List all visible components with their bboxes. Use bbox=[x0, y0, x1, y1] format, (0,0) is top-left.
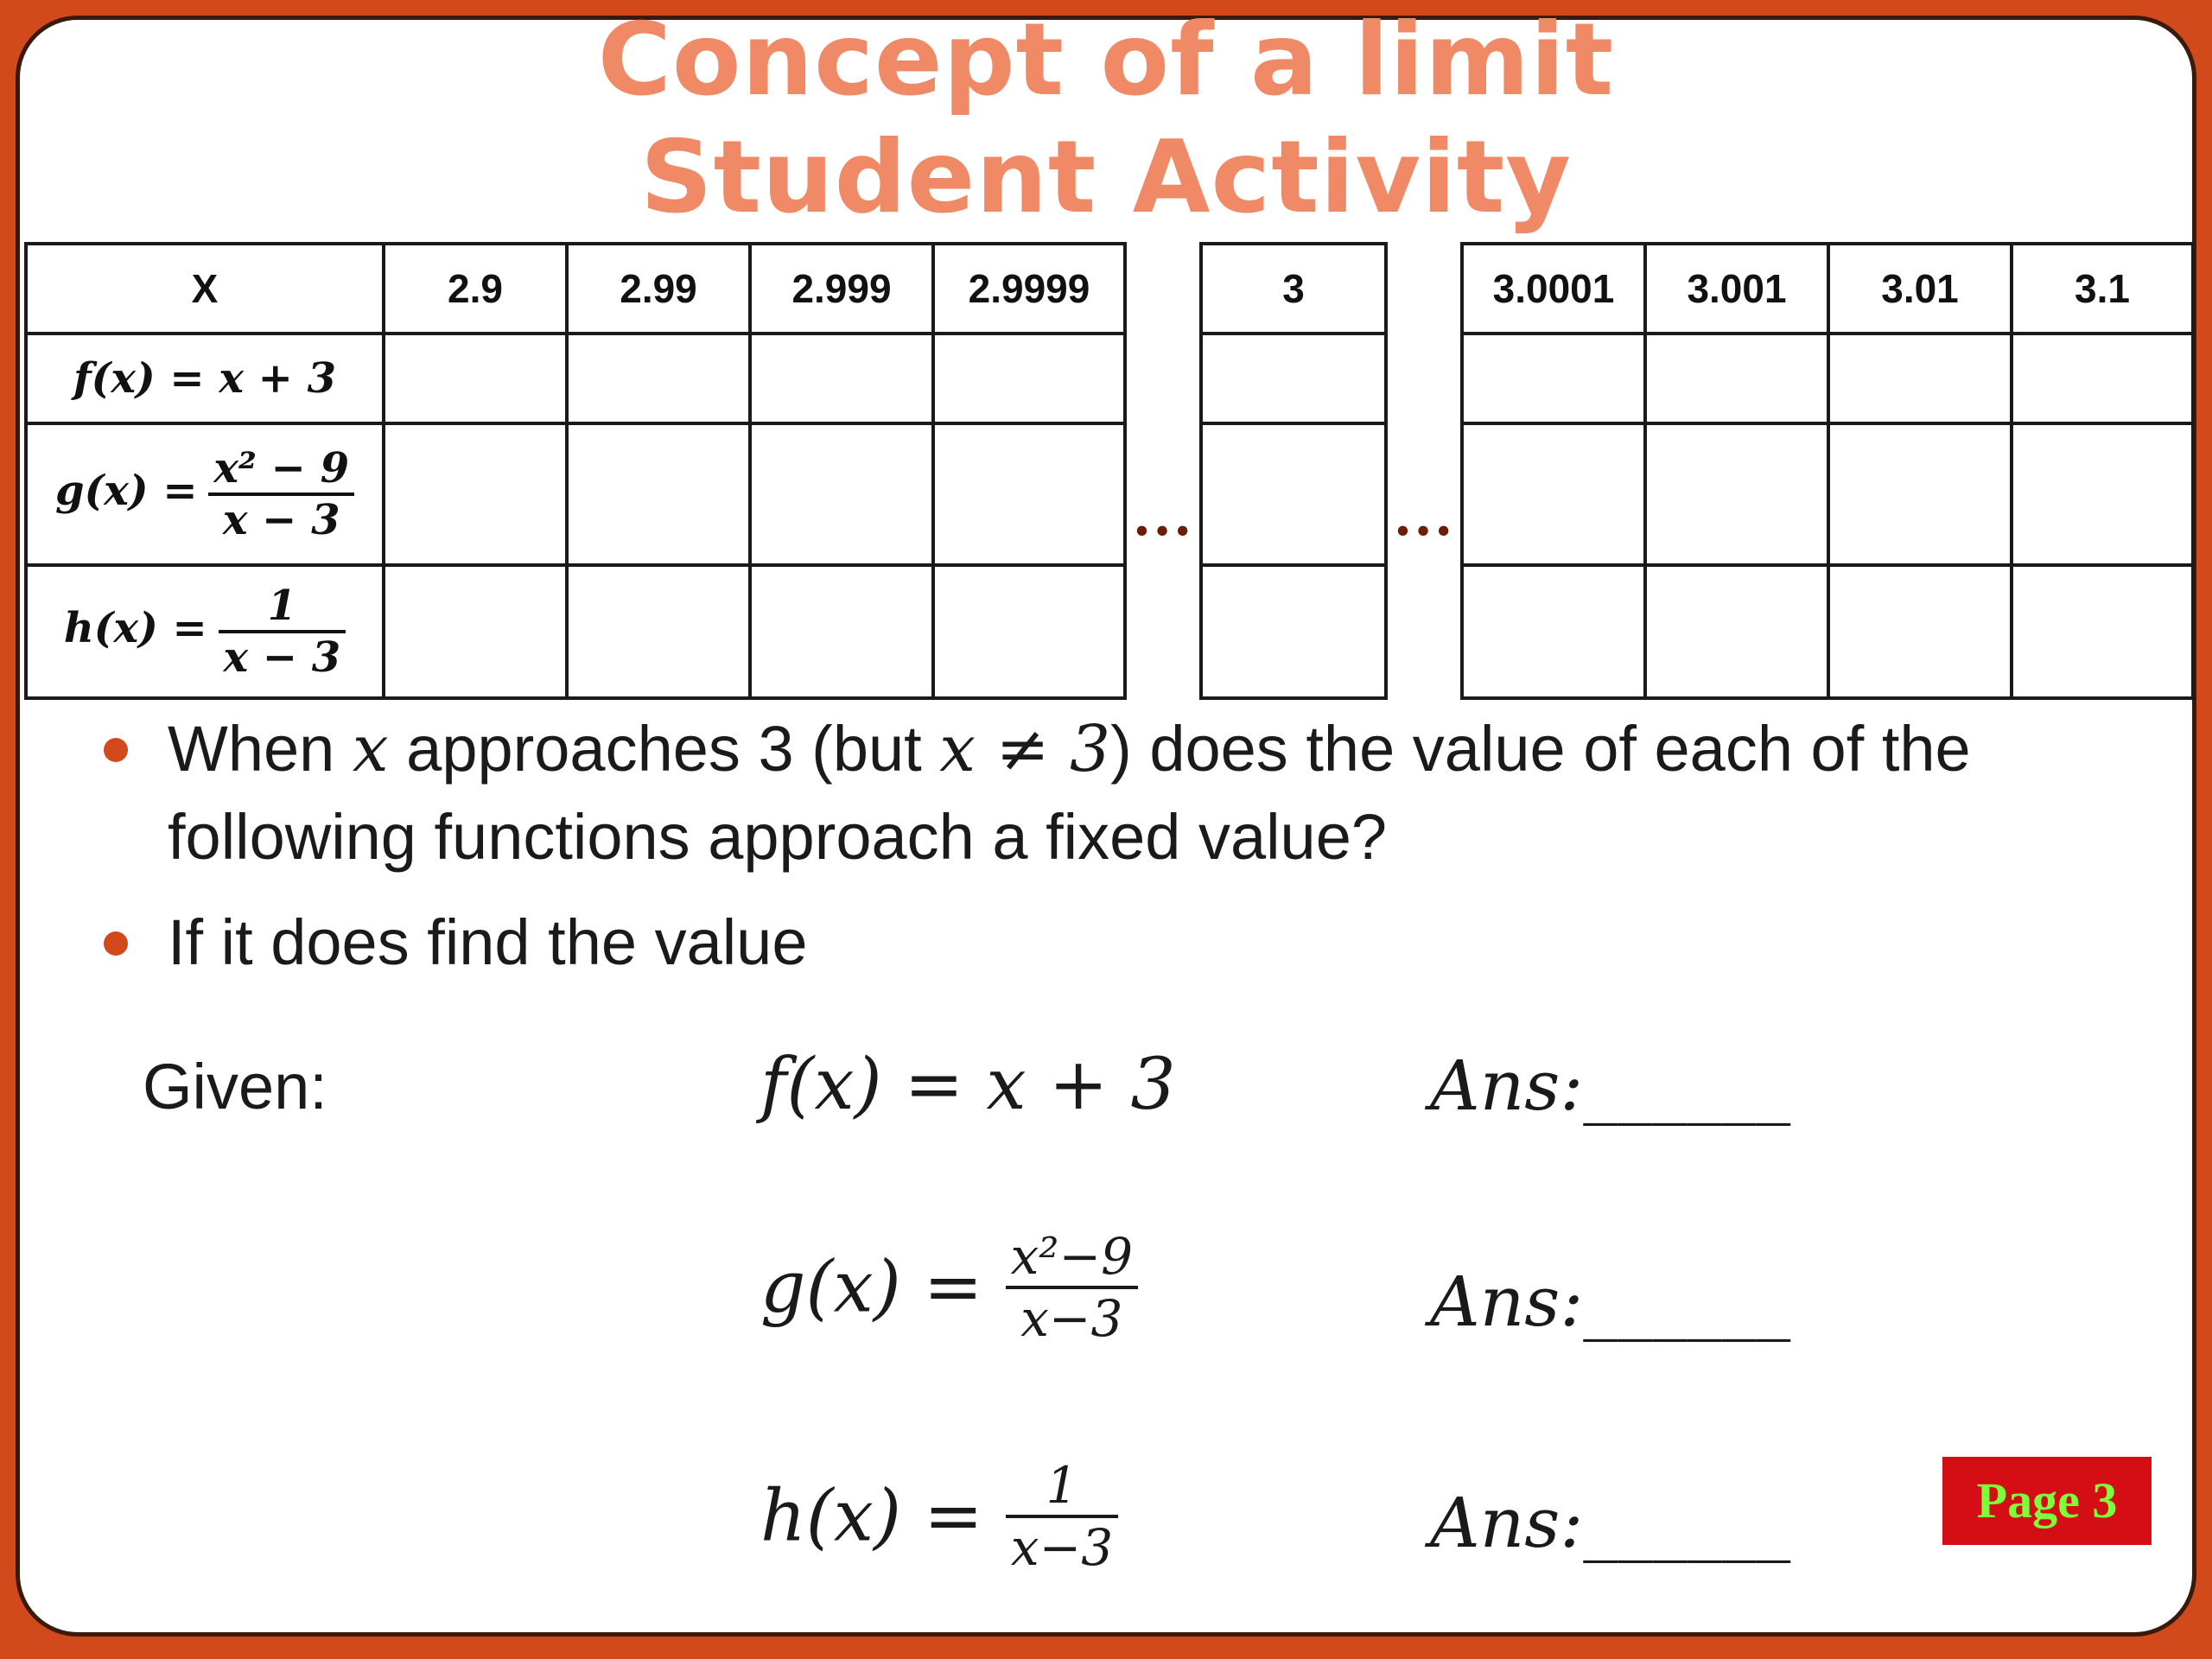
bullet-find-value bbox=[104, 899, 2126, 987]
x-value-3-1: 3.1 bbox=[2012, 244, 2193, 334]
bullet-find-value-text: If it does find the value bbox=[168, 906, 808, 978]
h-denominator: x − 3 bbox=[219, 630, 346, 682]
ellipsis-right: … bbox=[1393, 482, 1450, 549]
table-cell[interactable] bbox=[750, 423, 933, 565]
table-cell[interactable] bbox=[1462, 565, 1645, 698]
table-cell[interactable] bbox=[567, 565, 750, 698]
equation-h bbox=[760, 1456, 1118, 1577]
table-cell[interactable] bbox=[2012, 423, 2193, 565]
bullet-text: When bbox=[168, 713, 353, 785]
table-cell[interactable] bbox=[384, 334, 567, 423]
row-label-f bbox=[26, 334, 384, 423]
table-cell[interactable] bbox=[567, 423, 750, 565]
equation-f bbox=[760, 1044, 1176, 1126]
g-denominator: x − 3 bbox=[208, 493, 354, 544]
table-cell[interactable] bbox=[1645, 334, 1828, 423]
bullet-text: approaches 3 (but bbox=[388, 713, 940, 785]
f-definition: f(x) = x + 3 bbox=[73, 354, 336, 403]
x-value-2-999: 2.999 bbox=[750, 244, 933, 334]
answer-h[interactable]: Ans:______ bbox=[1430, 1483, 1791, 1563]
math-condition: x ≠ 3 bbox=[939, 712, 1111, 786]
bullet-dot bbox=[104, 738, 128, 762]
equation-g bbox=[760, 1227, 1138, 1348]
table-row-header bbox=[26, 244, 1125, 334]
answer-f[interactable]: Ans:______ bbox=[1430, 1046, 1791, 1126]
given-label: Given: bbox=[143, 1051, 327, 1122]
bullet-question-text bbox=[168, 705, 2126, 881]
table-cell[interactable] bbox=[567, 334, 750, 423]
ellipsis-left: … bbox=[1132, 482, 1189, 549]
h-numerator: 1 bbox=[267, 582, 297, 630]
g-fraction bbox=[208, 444, 354, 544]
g-numerator: x² − 9 bbox=[213, 444, 349, 493]
values-table-center bbox=[1199, 242, 1388, 700]
x-value-2-9999: 2.9999 bbox=[933, 244, 1125, 334]
h-eq-denominator: x−3 bbox=[1006, 1515, 1118, 1577]
g-eq-numerator: x²−9 bbox=[1010, 1227, 1134, 1286]
h-eq-lhs: h(x) = bbox=[760, 1475, 983, 1558]
table-cell[interactable] bbox=[2012, 334, 2193, 423]
g-eq-denominator: x−3 bbox=[1006, 1286, 1138, 1348]
row-label-g bbox=[26, 423, 384, 565]
table-cell[interactable] bbox=[1201, 334, 1386, 423]
table-cell[interactable] bbox=[1462, 423, 1645, 565]
table-cell[interactable] bbox=[750, 334, 933, 423]
row-label-h bbox=[26, 565, 384, 698]
g-eq-lhs: g(x) = bbox=[760, 1246, 983, 1329]
table-cell[interactable] bbox=[1828, 565, 2012, 698]
table-cell[interactable] bbox=[1201, 423, 1386, 565]
answer-g[interactable]: Ans:______ bbox=[1430, 1262, 1791, 1342]
table-cell[interactable] bbox=[933, 565, 1125, 698]
bullet-dot bbox=[104, 931, 128, 956]
table-row-f bbox=[26, 334, 1125, 423]
math-x: x bbox=[352, 712, 389, 786]
table-row-header bbox=[1462, 244, 2193, 334]
table-row-h bbox=[26, 565, 1125, 698]
x-value-2-9: 2.9 bbox=[384, 244, 567, 334]
table-cell[interactable] bbox=[1828, 334, 2012, 423]
g-lhs: g(x) = bbox=[55, 467, 198, 516]
title-line-2: Student Activity bbox=[640, 119, 1572, 236]
page-badge[interactable]: Page 3 bbox=[1942, 1457, 2152, 1545]
x-value-3-001: 3.001 bbox=[1645, 244, 1828, 334]
x-value-3: 3 bbox=[1201, 244, 1386, 334]
table-cell[interactable] bbox=[1828, 423, 2012, 565]
x-value-3-0001: 3.0001 bbox=[1462, 244, 1645, 334]
header-x: X bbox=[26, 244, 384, 334]
table-cell[interactable] bbox=[1645, 423, 1828, 565]
h-lhs: h(x) = bbox=[63, 604, 207, 653]
values-table-left bbox=[24, 242, 1127, 700]
x-value-3-01: 3.01 bbox=[1828, 244, 2012, 334]
table-cell[interactable] bbox=[750, 565, 933, 698]
values-table-right bbox=[1460, 242, 2195, 700]
table-cell[interactable] bbox=[384, 565, 567, 698]
table-cell[interactable] bbox=[1462, 334, 1645, 423]
x-value-2-99: 2.99 bbox=[567, 244, 750, 334]
bullet-text: following functions approach a fixed value? bbox=[168, 801, 1388, 873]
f-equation: f(x) = x + 3 bbox=[760, 1044, 1176, 1126]
h-eq-fraction bbox=[1006, 1456, 1118, 1577]
table-cell[interactable] bbox=[1201, 565, 1386, 698]
bullet-text: ) does the value of each of the bbox=[1110, 713, 1971, 785]
table-cell[interactable] bbox=[933, 334, 1125, 423]
h-fraction bbox=[219, 582, 346, 682]
g-eq-fraction bbox=[1006, 1227, 1138, 1348]
table-row-g bbox=[26, 423, 1125, 565]
h-eq-numerator: 1 bbox=[1046, 1456, 1078, 1515]
table-cell[interactable] bbox=[1645, 565, 1828, 698]
title-line-1: Concept of a limit bbox=[597, 2, 1615, 118]
table-cell[interactable] bbox=[933, 423, 1125, 565]
table-cell[interactable] bbox=[384, 423, 567, 565]
table-cell[interactable] bbox=[2012, 565, 2193, 698]
bullet-question bbox=[104, 705, 2126, 881]
